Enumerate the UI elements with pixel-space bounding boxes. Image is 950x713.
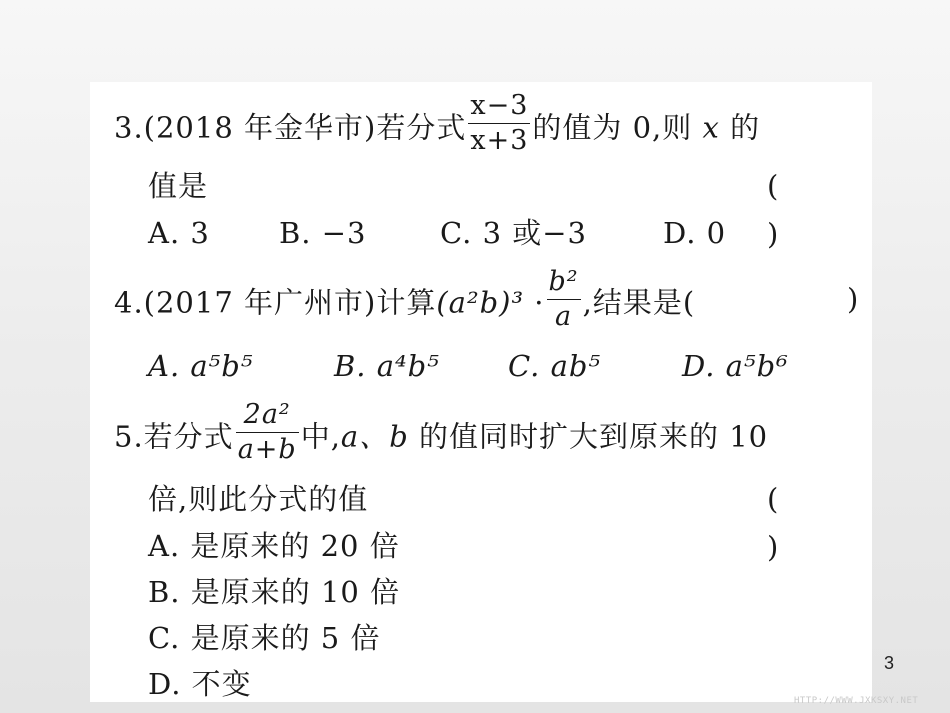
- q3-number: 3.: [114, 110, 144, 145]
- q3-option-d: D. 0: [663, 216, 727, 250]
- q5-stem-b: 中,: [300, 419, 341, 454]
- q5-stem-c: 的值同时扩大到原来的 10: [419, 419, 769, 454]
- q4-option-a: A. a⁵b⁵: [148, 349, 254, 383]
- q4-frac-num: b²: [547, 265, 581, 300]
- q4-options: [148, 342, 848, 390]
- q3-stem-a: 若分式: [376, 110, 467, 145]
- q3-option-c: C. 3 或−3: [440, 216, 588, 250]
- q3-frac-num: x−3: [468, 89, 530, 124]
- q4-fraction: [547, 265, 581, 334]
- q4-number: 4.: [114, 285, 144, 320]
- q3-option-b: B. −3: [279, 216, 367, 250]
- q5-frac-num: 2a²: [236, 398, 299, 433]
- q3-var: x: [702, 110, 720, 145]
- q5-line2: [148, 475, 368, 523]
- q3-stem-c: 的: [730, 110, 761, 145]
- q3-frac-den: x+3: [470, 125, 529, 156]
- q4-stem-a: 计算: [376, 285, 437, 320]
- page-number: 3: [884, 653, 895, 673]
- q5-line1: [114, 399, 769, 465]
- q3-stem-line2: 值是: [148, 169, 209, 203]
- q4-frac-den: a: [555, 301, 573, 332]
- q3-line1: [114, 90, 761, 156]
- q5-option-c: C. 是原来的 5 倍: [148, 621, 381, 655]
- q4-dot: ·: [534, 285, 545, 320]
- q5-option-d: D. 不变: [148, 667, 252, 701]
- q5-option-a: A. 是原来的 20 倍: [148, 529, 400, 563]
- q4-option-b: B. a⁴b⁵: [334, 349, 440, 383]
- q4-option-d: D. a⁵b⁶: [682, 349, 789, 383]
- q5-number: 5.: [114, 419, 144, 454]
- q4-option-c: C. ab⁵: [508, 349, 602, 383]
- q5-stem-line2: 倍,则此分式的值: [148, 482, 369, 516]
- q3-answer-paren: ( ): [767, 169, 823, 251]
- q5-vars: a、b: [340, 419, 409, 454]
- q3-stem-b: 的值为 0,则: [532, 110, 693, 145]
- q5-answer-paren: ( ): [767, 482, 823, 564]
- q3-source: (2018 年金华市): [143, 110, 377, 145]
- q4-stem-b: ,结果是(: [582, 285, 696, 320]
- q4-line1: [114, 266, 696, 332]
- q5-fraction: [236, 398, 299, 467]
- q5-option-b: B. 是原来的 10 倍: [148, 575, 401, 609]
- q5-frac-den: a+b: [237, 434, 297, 465]
- q4-source: (2017 年广州市): [143, 285, 377, 320]
- q5-stem-a: 若分式: [143, 419, 234, 454]
- q4-expr: (a²b)³: [436, 285, 525, 320]
- q4-paren-close: ): [847, 282, 903, 316]
- watermark: HTTP://WWW.JXKSXY.NET: [794, 696, 919, 706]
- q3-line2: [148, 162, 208, 210]
- q3-option-a: A. 3: [148, 216, 210, 250]
- q3-options: [148, 209, 848, 257]
- q3-fraction: [468, 89, 530, 158]
